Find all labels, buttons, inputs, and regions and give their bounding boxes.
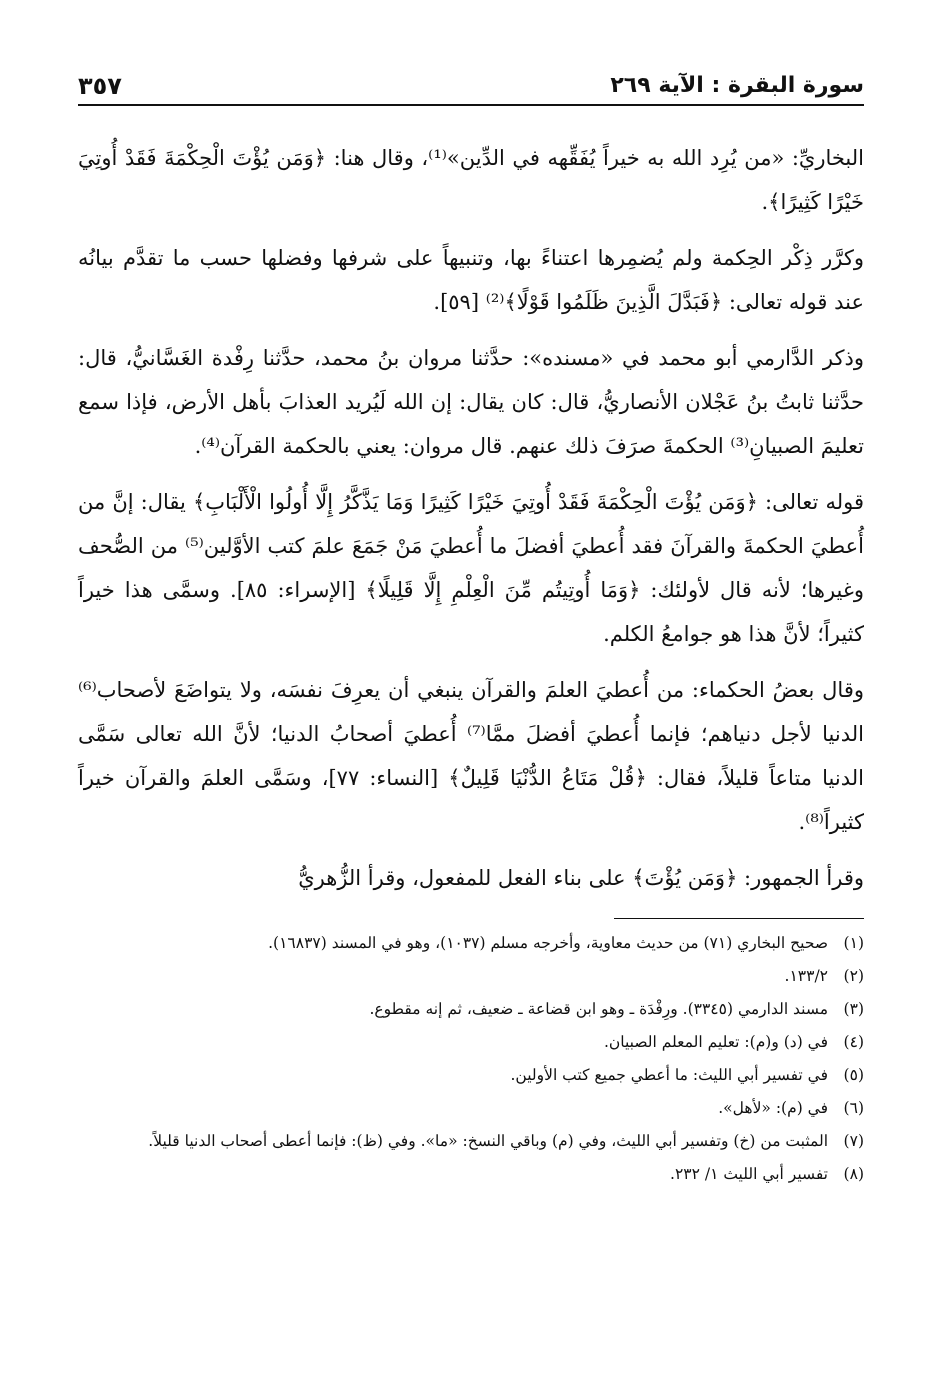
main-text	[78, 136, 864, 900]
paragraph: وقال بعضُ الحكماء: من أُعطيَ العلمَ والقرآن ينبغي أن يعرِفَ نفسَه، ولا يتواضَعَ لأصحاب⁽⁶⁾ الدنيا لأجل دنياهم؛ فإنما أُعطيَ أفضلَ ممَّا⁽⁷⁾ أُعطيَ أصحابُ الدنيا؛ لأنَّ الله تعالى سَمَّى الدنيا متاعاً قليلاً، فقال: ﴿قُلْ مَتَاعُ الدُّنْيَا قَلِيلٌ﴾ [النساء: ٧٧]، وسَمَّى العلمَ والقرآن خيراً كثيراً⁽⁸⁾.	[78, 678, 865, 834]
footnote-number: (٨)	[843, 1165, 864, 1183]
paragraph: وقرأ الجمهور: ﴿وَمَن يُؤْتَ﴾ على بناء الفعل للمفعول، وقرأ الزُّهريُّ	[298, 866, 864, 890]
paragraph: وذكر الدَّارمي أبو محمد في «مسنده»: حدَّثنا مروان بنُ محمد، حدَّثنا رِفْدة الغَسَّانيُّ، قال: حدَّثنا ثابتُ بنُ عَجْلان الأنصاريُّ، قال: كان يقال: إن الله لَيُريد العذابَ بأهل الأرض، فإذا سمع تعليمَ الصبيانِ⁽³⁾ الحكمةَ صرَفَ ذلك عنهم. قال مروان: يعني بالحكمة القرآن⁽⁴⁾.	[78, 346, 864, 458]
footnote-number: (٦)	[843, 1099, 864, 1117]
footnote-text: في تفسير أبي الليث: ما أعطي جميع كتب الأولين.	[510, 1066, 828, 1084]
footnote-text: تفسير أبي الليث ١/ ٢٣٢.	[670, 1165, 828, 1183]
running-title: سورة البقرة : الآية ٢٦٩	[610, 73, 864, 98]
footnote	[78, 1061, 864, 1089]
footnote-text: في (د) و(م): تعليم المعلم الصبيان.	[603, 1033, 828, 1051]
footnote-number: (١)	[843, 934, 864, 952]
footnote-text: صحيح البخاري (٧١) من حديث معاوية، وأخرجه مسلم (١٠٣٧)، وهو في المسند (١٦٨٣٧).	[268, 934, 828, 952]
page-header	[78, 60, 864, 106]
footnote-number: (٥)	[843, 1066, 864, 1084]
footnote-divider	[614, 918, 864, 919]
footnote-number: (٤)	[843, 1033, 864, 1051]
footnote-text: مسند الدارمي (٣٣٤٥). ورِفْدَة ـ وهو ابن قضاعة ـ ضعيف، ثم إنه مقطوع.	[369, 1000, 828, 1018]
footnote	[78, 1160, 864, 1188]
footnote-number: (٢)	[843, 967, 864, 985]
footnote	[78, 1127, 864, 1155]
footnote-number: (٧)	[843, 1132, 864, 1150]
footnote	[78, 962, 864, 990]
book-page	[78, 60, 864, 1193]
footnote	[78, 929, 864, 957]
paragraph: قوله تعالى: ﴿وَمَن يُؤْتَ الْحِكْمَةَ فَقَدْ أُوتِيَ خَيْرًا كَثِيرًا وَمَا يَذَّكَّرُ إِلَّا أُولُوا الْأَلْبَابِ﴾ يقال: إنَّ من أُعطيَ الحكمةَ والقرآنَ فقد أُعطيَ أفضلَ ما أُعطيَ مَنْ جَمَعَ علمَ كتب الأوَّلين⁽⁵⁾ من الصُّحف وغيرها؛ لأنه قال لأولئك: ﴿وَمَا أُوتِيتُم مِّنَ الْعِلْمِ إِلَّا قَلِيلًا﴾ [الإسراء: ٨٥]. وسمَّى هذا خيراً كثيراً؛ لأنَّ هذا هو جوامعُ الكلم.	[78, 490, 865, 646]
footnote	[78, 995, 864, 1023]
footnote-text: في (م): «لأهل».	[718, 1099, 828, 1117]
footnotes	[78, 929, 864, 1188]
page-number: ٣٥٧	[78, 72, 122, 100]
footnote	[78, 1094, 864, 1122]
paragraph: البخاريِّ: «من يُرِد الله به خيراً يُفَقِّهه في الدِّين»⁽¹⁾، وقال هنا: ﴿وَمَن يُؤْتَ الْحِكْمَةَ فَقَدْ أُوتِيَ خَيْرًا كَثِيرًا﴾.	[78, 146, 864, 214]
paragraph: وكرَّر ذِكْر الحِكمة ولم يُضمِرها اعتناءً بها، وتنبيهاً على شرفها وفضلها حسب ما تقدَّم بيانُه عند قوله تعالى: ﴿فَبَدَّلَ الَّذِينَ ظَلَمُوا قَوْلًا﴾⁽²⁾ [٥٩].	[78, 246, 864, 314]
footnote-text: ١٣٣/٢.	[784, 967, 828, 985]
footnote-text: المثبت من (خ) وتفسير أبي الليث، وفي (م) وباقي النسخ: «ما». وفي (ظ): فإنما أعطى أصحاب الدنيا قليلاً.	[148, 1132, 828, 1150]
footnote	[78, 1028, 864, 1056]
footnote-number: (٣)	[843, 1000, 864, 1018]
